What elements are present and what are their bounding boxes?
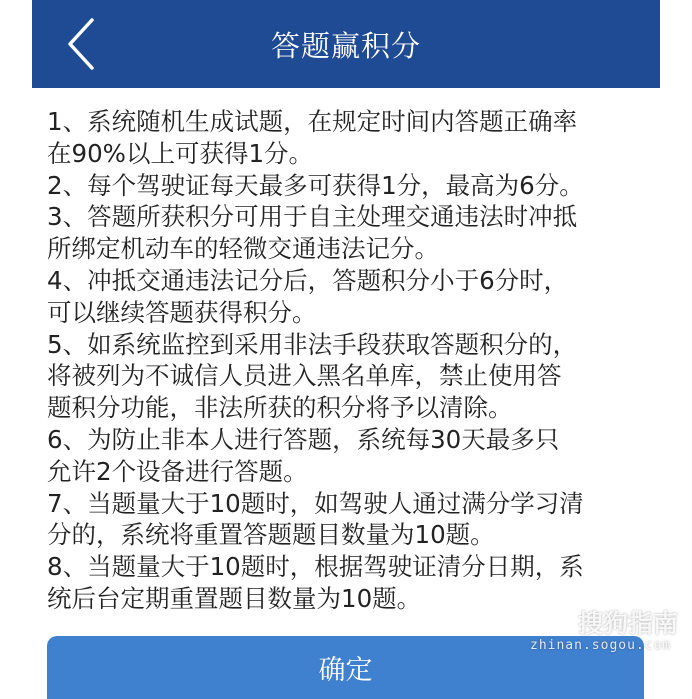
- watermark-name: 搜狗指南: [578, 609, 679, 638]
- header-bar: [32, 0, 660, 88]
- rule-line: 所绑定机动车的轻微交通违法记分。: [47, 234, 439, 264]
- rule-line: 将被列为不诚信人员进入黑名单库，禁止使用答: [47, 361, 562, 391]
- rule-line: 分的，系统将重置答题题目数量为10题。: [47, 520, 495, 550]
- page-title: 答题赢积分: [270, 28, 421, 63]
- rule-line: 1、系统随机生成试题，在规定时间内答题正确率: [47, 107, 578, 136]
- confirm-button[interactable]: 确定: [47, 636, 644, 699]
- rule-line: 2、每个驾驶证每天最多可获得1分，最高为6分。: [47, 170, 584, 200]
- rules-list: [47, 106, 653, 615]
- rule-line: 6、为防止非本人进行答题，系统每30天最多只: [47, 424, 560, 454]
- rule-line: 题积分功能，非法所获的积分将予以清除。: [47, 393, 513, 423]
- rule-line: 4、冲抵交通违法记分后，答题积分小于6分时，: [47, 265, 569, 295]
- rule-line: 7、当题量大于10题时，如驾驶人通过满分学习清: [47, 488, 584, 518]
- back-button[interactable]: [62, 14, 102, 74]
- rule-line: 3、答题所获积分可用于自主处理交通违法时冲抵: [47, 202, 578, 232]
- rule-line: 允许2个设备进行答题。: [47, 456, 308, 486]
- rule-line: 5、如系统监控到采用非法手段获取答题积分的，: [47, 329, 578, 359]
- rule-line: 8、当题量大于10题时，根据驾驶证清分日期，系: [47, 552, 584, 582]
- chevron-left-icon: [62, 14, 102, 74]
- rule-line: 在90%以上可获得1分。: [47, 138, 314, 168]
- watermark-domain: zhinan.sogou.com: [530, 638, 672, 653]
- rule-line: 统后台定期重置题目数量为10题。: [47, 583, 422, 613]
- rule-line: 可以继续答题获得积分。: [47, 297, 317, 327]
